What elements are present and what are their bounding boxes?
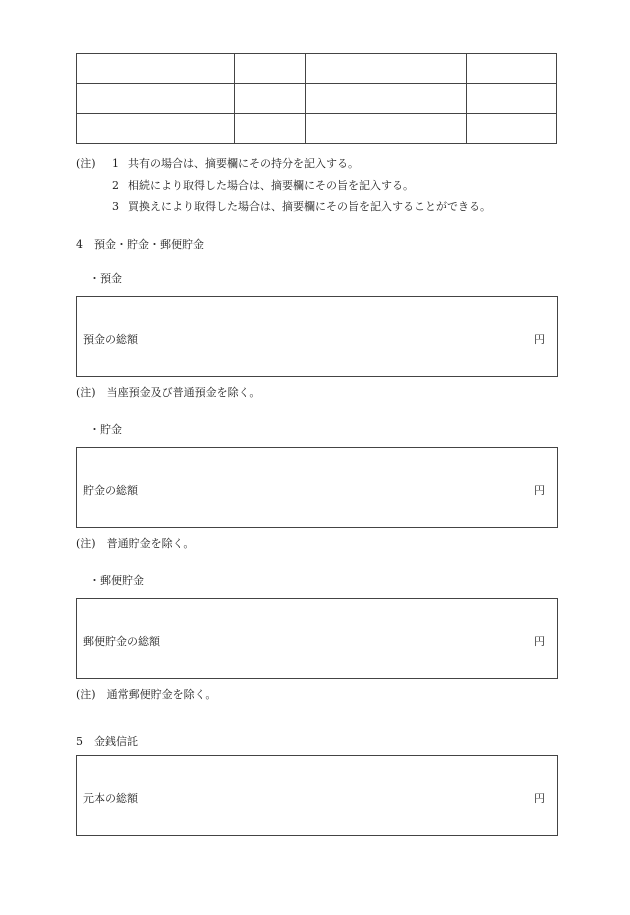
table-cell: [305, 54, 467, 84]
table-cell: [234, 84, 305, 114]
note-number: 3: [112, 200, 119, 213]
table-note-3: [112, 200, 491, 214]
table-cell: [234, 54, 305, 84]
savings-total-box: [76, 447, 558, 528]
asset-table: [76, 53, 557, 144]
deposit-note: (注) 当座預金及び普通預金を除く。: [76, 386, 261, 399]
trust-principal-box: [76, 755, 558, 836]
note-number: 1: [112, 157, 119, 170]
deposit-heading: ・預金: [89, 272, 122, 285]
postal-total-label: 郵便貯金の総額: [83, 635, 160, 648]
table-cell: [77, 114, 235, 144]
section-5-title: 5 金銭信託: [76, 735, 138, 748]
table-cell: [305, 84, 467, 114]
table-cell: [305, 114, 467, 144]
savings-unit: 円: [534, 484, 545, 497]
table-cell: [467, 114, 557, 144]
table-row: [77, 84, 557, 114]
table-cell: [77, 54, 235, 84]
note-text: 共有の場合は、摘要欄にその持分を記入する。: [128, 157, 359, 170]
savings-heading: ・貯金: [89, 423, 122, 436]
savings-total-label: 貯金の総額: [83, 484, 138, 497]
deposit-unit: 円: [534, 333, 545, 346]
note-number: 2: [112, 179, 119, 192]
deposit-total-label: 預金の総額: [83, 333, 138, 346]
postal-unit: 円: [534, 635, 545, 648]
postal-total-box: [76, 598, 558, 679]
postal-note: (注) 通常郵便貯金を除く。: [76, 688, 217, 701]
table-cell: [467, 54, 557, 84]
table-note-2: [112, 179, 414, 193]
section-4-title: 4 預金・貯金・郵便貯金: [76, 238, 204, 251]
table-cell: [234, 114, 305, 144]
note-text: 相続により取得した場合は、摘要欄にその旨を記入する。: [128, 179, 414, 192]
savings-note: (注) 普通貯金を除く。: [76, 537, 195, 550]
table-cell: [467, 84, 557, 114]
trust-unit: 円: [534, 792, 545, 805]
table-note-1: [76, 157, 359, 171]
note-prefix: (注): [76, 157, 96, 170]
postal-heading: ・郵便貯金: [89, 574, 144, 587]
deposit-total-box: [76, 296, 558, 377]
table-row: [77, 114, 557, 144]
table-cell: [77, 84, 235, 114]
note-text: 買換えにより取得した場合は、摘要欄にその旨を記入することができる。: [128, 200, 491, 213]
trust-principal-label: 元本の総額: [83, 792, 138, 805]
table-row: [77, 54, 557, 84]
